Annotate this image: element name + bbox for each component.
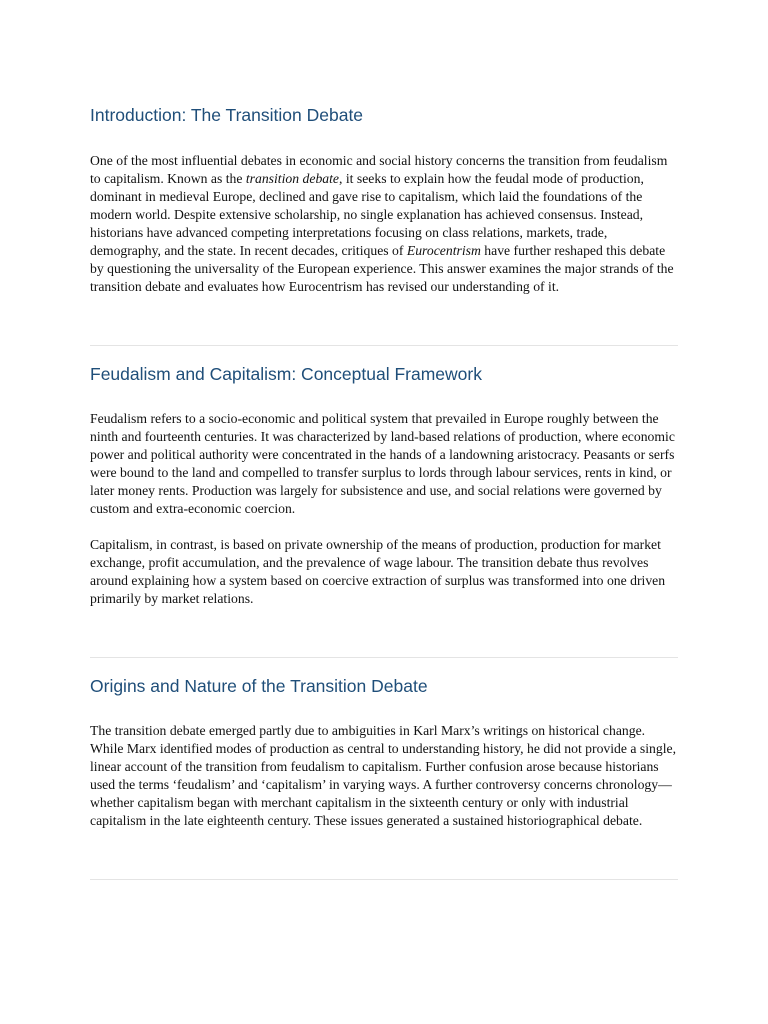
- body-paragraph: The transition debate emerged partly due to ambiguities in Karl Marx’s writings on historical change. While Marx identified modes of production as central to understanding history, he did not provide a single, linear account of the transition from feudalism to capitalism. Further confusion arose because historians used the terms ‘feudalism’ and ‘capitalism’ in varying ways. A further controversy concerns chronology—whether capitalism began with merchant capitalism in the sixteenth century or only with industrial capitalism in the late eighteenth century. These issues generated a sustained historiographical debate.: [90, 723, 677, 828]
- body-paragraph: Capitalism, in contrast, is based on private ownership of the means of production, production for market exchange, profit accumulation, and the prevalence of wage labour. The transition debate thus revolves around explaining how a system based on coercive extraction of surplus was transformed into one driven primarily by market relations.: [90, 537, 666, 606]
- section-body: [90, 722, 678, 830]
- section-heading: Introduction: The Transition Debate: [90, 105, 364, 125]
- section-heading: Origins and Nature of the Transition Debate: [90, 676, 428, 696]
- section-heading: Feudalism and Capitalism: Conceptual Framework: [90, 364, 482, 384]
- section-conceptual-framework: [90, 363, 678, 606]
- italic-term: Eurocentrism: [406, 243, 481, 258]
- text-run: , it seeks to explain how the feudal mode of production, dominant in medieval Europe, declined and gave rise to capitalism, which laid the foundations of the modern world. Despite extensive scholarship, no single explanation has achieved consensus. Instead, historians have advanced competing interpretations focusing on class relations, markets, trade, demography, and the state. In recent decades, critiques of: [90, 171, 644, 258]
- body-paragraph: [90, 152, 678, 296]
- text-run: One of the most influential debates in economic and social history concerns the transition from feudalism to capitalism. Known as the: [90, 153, 668, 186]
- section-divider: [90, 879, 678, 880]
- section-divider: [90, 345, 678, 346]
- section-introduction: [90, 104, 678, 294]
- body-paragraph: Feudalism refers to a socio-economic and political system that prevailed in Europe roughly between the ninth and fourteenth centuries. It was characterized by land-based relations of production, where economic power and political authority were concentrated in the hands of a landowning aristocracy. Peasants or serfs were bound to the land and compelled to transfer surplus to lords through labour services, rents in kind, or later money rents. Production was largely for subsistence and use, and social relations were governed by custom and extra-economic coercion.: [90, 411, 675, 516]
- section-body: [90, 152, 678, 296]
- section-divider: [90, 657, 678, 658]
- italic-term: transition debate: [245, 171, 340, 186]
- section-body: [90, 410, 678, 608]
- section-origins: [90, 675, 678, 828]
- text-run: have further reshaped this debate by questioning the universality of the European experience. This answer examines the major strands of the transition debate and evaluates how Eurocentrism has revised our understanding of it.: [90, 243, 674, 294]
